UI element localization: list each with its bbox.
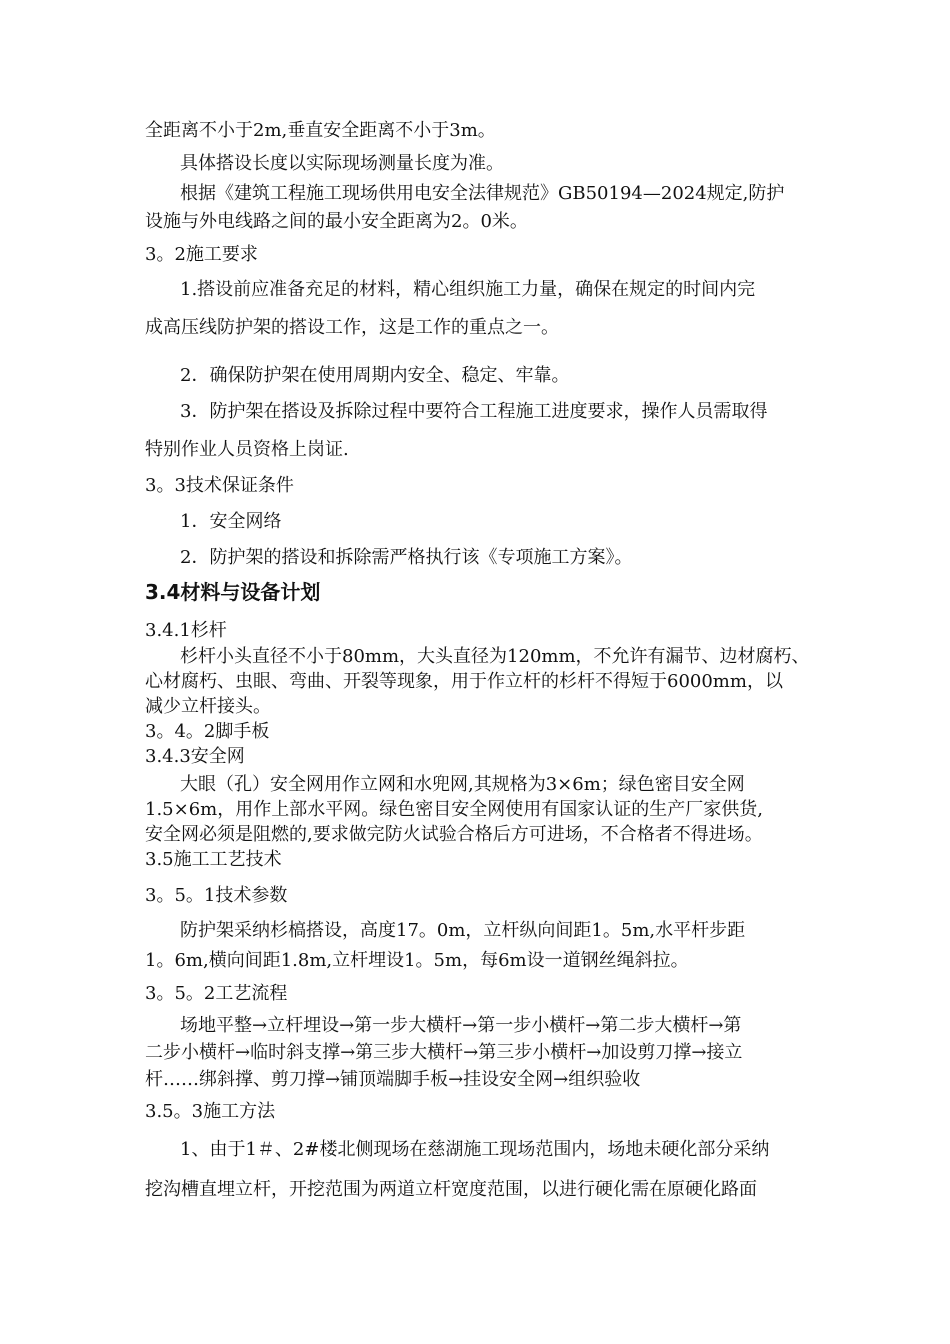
text-line: 根据《建筑工程施工现场供用电安全法律规范》GB50194—2024规定,防护 <box>180 183 785 204</box>
text-line: 1．安全网络 <box>180 511 282 532</box>
text-line: 场地平整→立杆埋设→第一步大横杆→第一步小横杆→第二步大横杆→第 <box>180 1015 742 1036</box>
text-line: 心材腐朽、虫眼、弯曲、开裂等现象，用于作立杆的杉杆不得短于6000mm，以 <box>145 671 783 692</box>
text-line: 挖沟槽直埋立杆，开挖范围为两道立杆宽度范围，以进行硬化需在原硬化路面 <box>145 1179 757 1200</box>
text-line: 3．防护架在搭设及拆除过程中要符合工程施工进度要求，操作人员需取得 <box>180 401 768 422</box>
subsection-heading: 3.4.3安全网 <box>145 746 245 767</box>
subsection-heading: 3。4。2脚手板 <box>145 721 270 742</box>
section-title: 3.4材料与设备计划 <box>145 580 321 604</box>
text-line: 全距离不小于2m,垂直安全距离不小于3m。 <box>145 120 496 141</box>
text-line: 1。6m,横向间距1.8m,立杆埋设1。5m，每6m设一道钢丝绳斜拉。 <box>145 950 689 971</box>
text-line: 二步小横杆→临时斜支撑→第三步大横杆→第三步小横杆→加设剪刀撑→接立 <box>145 1042 743 1063</box>
text-line: 杆……绑斜撑、剪刀撑→铺顶端脚手板→挂设安全网→组织验收 <box>145 1069 641 1090</box>
section-heading: 3。2施工要求 <box>145 244 258 265</box>
text-line: 1.搭设前应准备充足的材料，精心组织施工力量，确保在规定的时间内完 <box>180 279 756 300</box>
text-line: 杉杆小头直径不小于80mm，大头直径为120mm，不允许有漏节、边材腐朽、 <box>180 646 810 667</box>
text-line: 1、由于1＃、2#楼北侧现场在慈湖施工现场范围内，场地未硬化部分采纳 <box>180 1139 770 1160</box>
text-line: 安全网必须是阻燃的,要求做完防火试验合格后方可进场，不合格者不得进场。 <box>145 824 763 845</box>
text-line: 成高压线防护架的搭设工作，这是工作的重点之一。 <box>145 317 559 338</box>
section-heading: 3.5施工工艺技术 <box>145 849 282 870</box>
text-line: 减少立杆接头。 <box>145 696 271 717</box>
text-line: 2．防护架的搭设和拆除需严格执行该《专项施工方案》。 <box>180 547 633 568</box>
subsection-heading: 3。5。2工艺流程 <box>145 983 288 1004</box>
subsection-heading: 3。5。1技术参数 <box>145 885 288 906</box>
subsection-heading: 3.5。3施工方法 <box>145 1101 276 1122</box>
text-line: 具体搭设长度以实际现场测量长度为准。 <box>180 153 504 174</box>
subsection-heading: 3.4.1杉杆 <box>145 620 227 641</box>
text-line: 大眼（孔）安全网用作立网和水兜网,其规格为3×6m；绿色密目安全网 <box>180 774 745 795</box>
text-line: 设施与外电线路之间的最小安全距离为2。0米。 <box>145 211 528 232</box>
text-line: 2．确保防护架在使用周期内安全、稳定、牢靠。 <box>180 365 570 386</box>
text-line: 防护架采纳杉槁搭设，高度17。0m，立杆纵向间距1。5m,水平杆步距 <box>180 920 746 941</box>
section-heading: 3。3技术保证条件 <box>145 475 294 496</box>
text-line: 1.5×6m，用作上部水平网。绿色密目安全网使用有国家认证的生产厂家供货, <box>145 799 763 820</box>
text-line: 特别作业人员资格上岗证. <box>145 439 349 460</box>
